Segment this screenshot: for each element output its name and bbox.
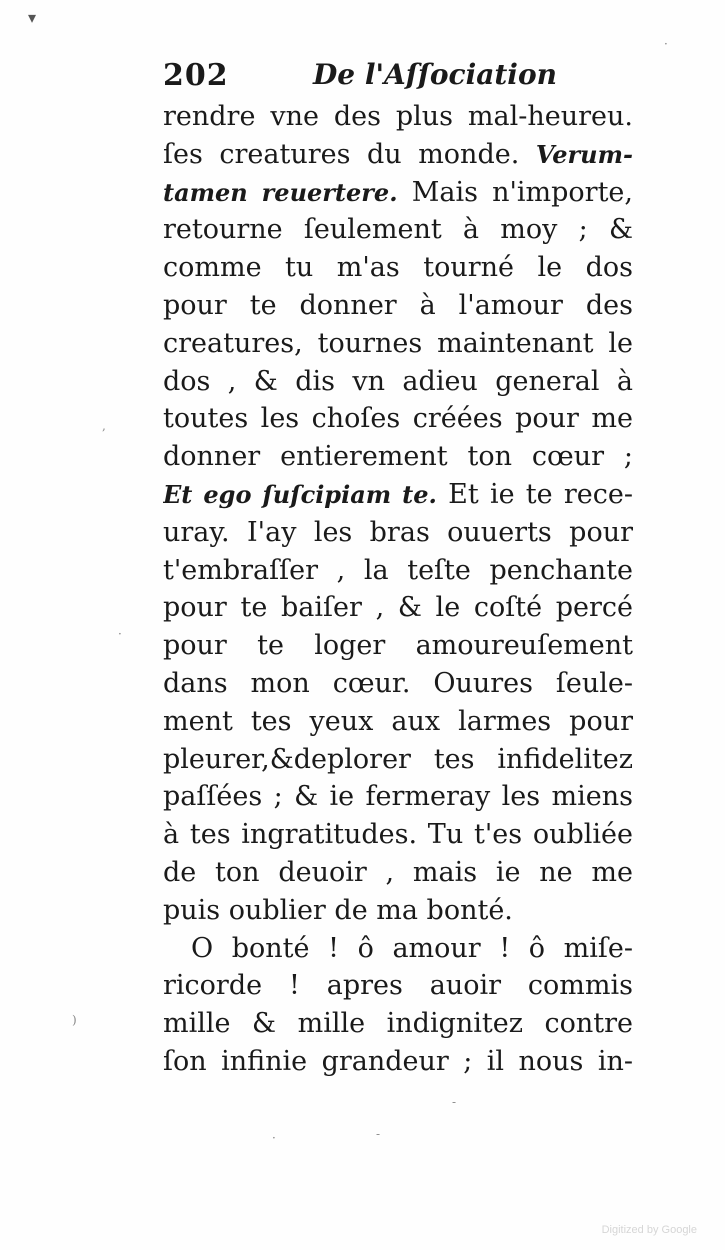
text-line: à tes ingratitudes. Tu t'es oubliée: [163, 819, 633, 851]
text-line: O bonté ! ô amour ! ô miſe-: [191, 932, 633, 964]
text-line: ricorde ! apres auoir commis: [163, 970, 633, 1002]
running-title: De l'Aſſociation: [313, 58, 557, 91]
text-line: t'embraſſer , la teſte penchante: [163, 554, 633, 586]
scan-speck: ▾: [28, 8, 37, 27]
scan-speck: ·: [118, 627, 122, 641]
text-line: ſes creatures du monde. Verum-: [163, 138, 633, 170]
page-number: 202: [163, 58, 229, 93]
page-header: [163, 58, 633, 98]
text-line: creatures, tournes maintenant le: [163, 327, 633, 359]
scan-speck: ·: [664, 37, 668, 51]
latin-phrase: tamen reuertere.: [163, 177, 398, 207]
scan-speck: ·: [272, 1131, 276, 1145]
digitization-watermark: Digitized by Google: [601, 1224, 697, 1236]
text-line: retourne ſeulement à moy ; &: [163, 214, 633, 246]
text-line: uray. I'ay les bras ouuerts pour: [163, 516, 633, 548]
text-line: mille & mille indignitez contre: [163, 1008, 633, 1040]
text-line: donner entierement ton cœur ;: [163, 441, 633, 473]
text-line: de ton deuoir , mais ie ne me: [163, 856, 633, 888]
text-line: dos , & dis vn adieu general à: [163, 365, 633, 397]
scan-speck: ): [72, 1013, 77, 1027]
latin-phrase: Et ego ſuſcipiam te.: [163, 479, 437, 509]
text-line: rendre vne des plus mal-heureu.: [163, 101, 633, 132]
text-line: pour te baiſer , & le coſté percé: [163, 592, 633, 624]
text-line: toutes les choſes créées pour me: [163, 403, 633, 435]
latin-phrase: Verum-: [535, 139, 633, 169]
text-line: Et ego ſuſcipiam te. Et ie te rece-: [163, 478, 633, 510]
text-line: pour te loger amoureuſement: [163, 630, 633, 662]
text-line: pour te donner à l'amour des: [163, 289, 633, 321]
text-line: dans mon cœur. Ouures ſeule-: [163, 667, 633, 699]
scan-speck: -: [452, 1095, 457, 1109]
text-line: pleurer,&deplorer tes infidelitez: [163, 743, 633, 775]
text-line: puis oublier de ma bonté.: [163, 894, 513, 926]
scan-speck: -: [376, 1127, 381, 1141]
text-line: tamen reuertere. Mais n'importe,: [163, 176, 633, 208]
text-line: ſon infinie grandeur ; il nous in-: [163, 1045, 633, 1077]
text-line: paſſées ; & ie fermeray les miens: [163, 781, 633, 813]
body-text: [163, 98, 633, 1081]
scan-speck: ,: [102, 419, 106, 433]
text-line: ment tes yeux aux larmes pour: [163, 705, 633, 737]
text-line: comme tu m'as tourné le dos: [163, 252, 633, 284]
